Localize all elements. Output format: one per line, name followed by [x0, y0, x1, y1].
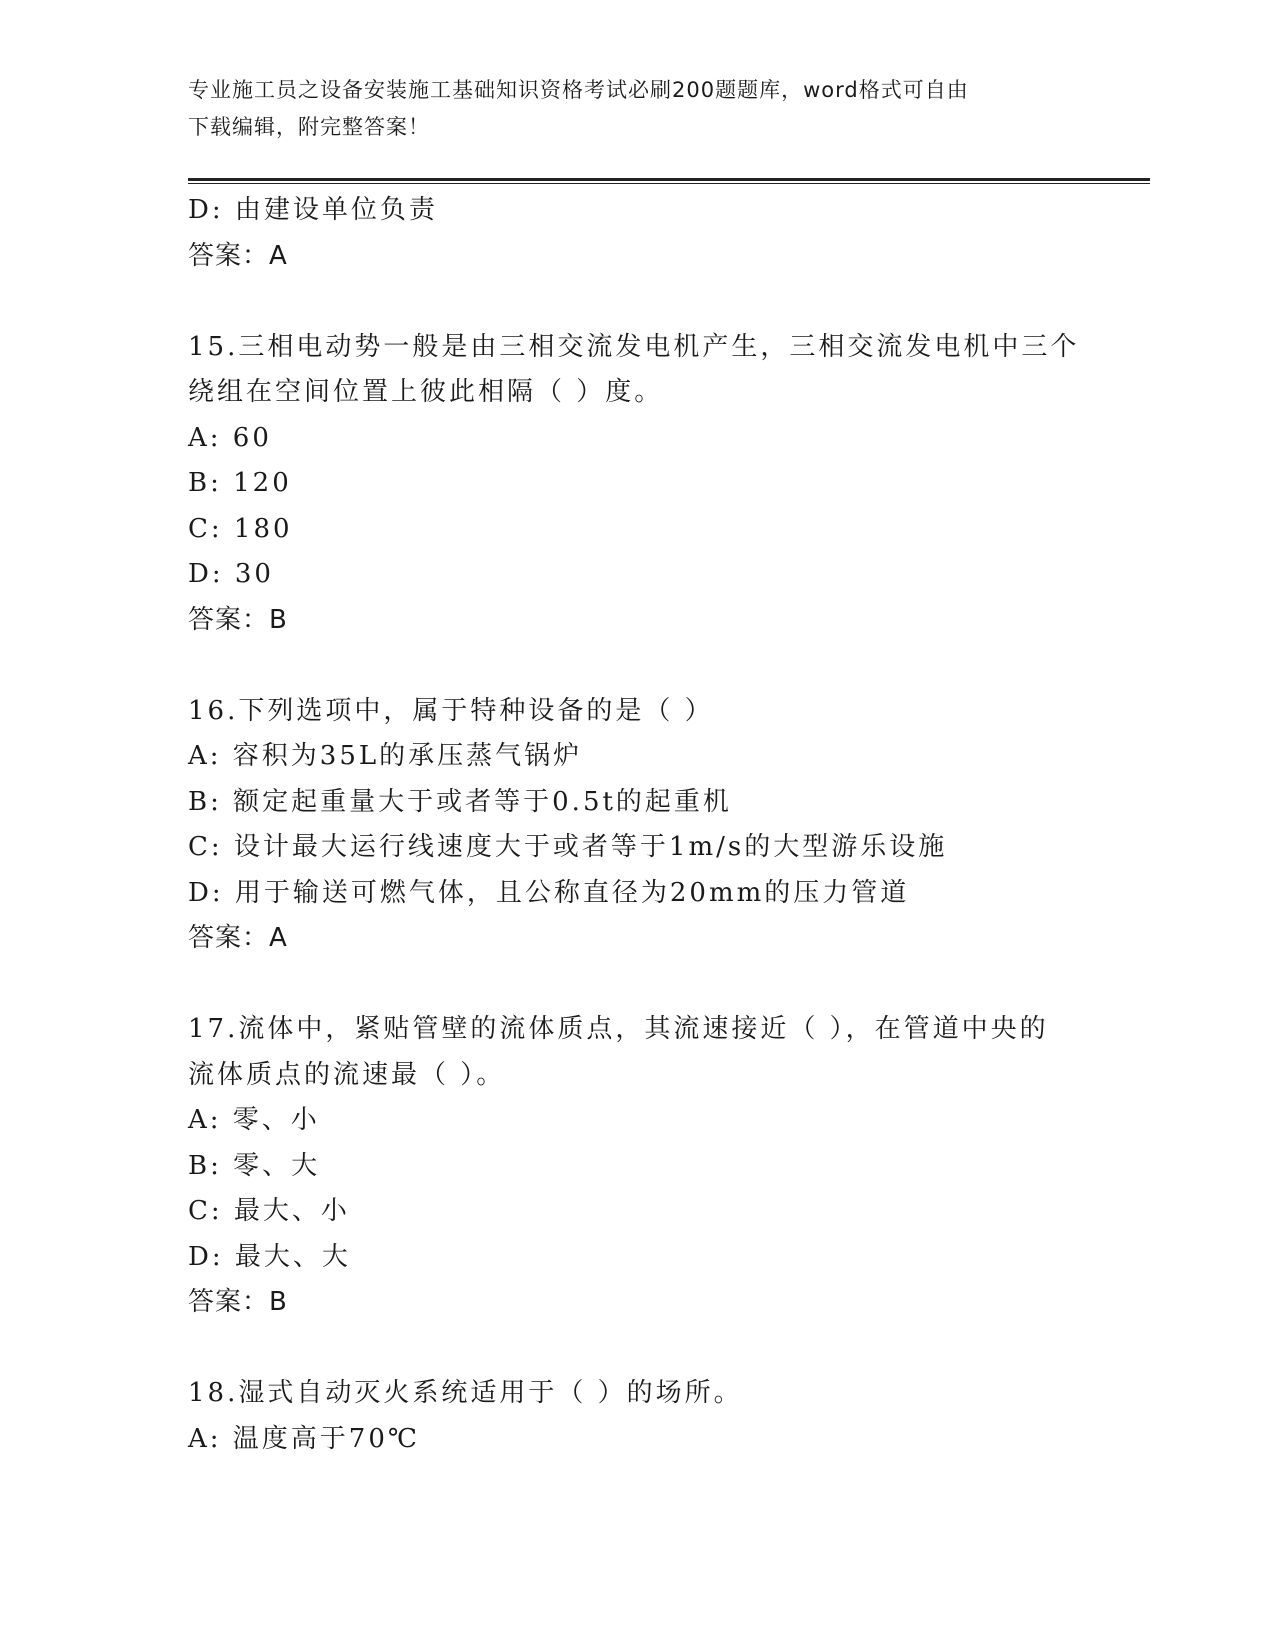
question-17: [188, 1007, 1088, 1326]
option-d: D: 30: [188, 559, 274, 589]
question-15: [188, 325, 1088, 644]
spacer: [188, 643, 1088, 689]
option-c: C: 设计最大运行线速度大于或者等于1m/s的大型游乐设施: [188, 832, 948, 862]
header-line-2: 下载编辑，附完整答案！: [188, 115, 430, 139]
question-18: [188, 1371, 1088, 1462]
spacer: [188, 279, 1088, 325]
question-stem-line: 18.湿式自动灭火系统适用于（ ）的场所。: [188, 1378, 743, 1408]
answer: 答案：B: [188, 604, 288, 635]
question-list: [188, 188, 1088, 1462]
question-stem-line: 绕组在空间位置上彼此相隔（ ）度。: [188, 377, 664, 407]
option-b: B: 额定起重量大于或者等于0.5t的起重机: [188, 786, 732, 817]
prev-answer: 答案：A: [188, 240, 288, 271]
question-stem-line: 17.流体中，紧贴管壁的流体质点，其流速接近（ ），在管道中央的: [188, 1014, 1049, 1044]
option-d: D: 用于输送可燃气体，且公称直径为20mm的压力管道: [188, 877, 910, 908]
question-stem-line: 16.下列选项中，属于特种设备的是（ ）: [188, 695, 714, 726]
answer: 答案：B: [188, 1287, 288, 1317]
answer: 答案：A: [188, 923, 288, 953]
header-rule-thick: [188, 178, 1150, 181]
spacer: [188, 962, 1088, 1008]
prev-option-d: D: 由建设单位负责: [188, 195, 438, 225]
question-stem-line: 15.三相电动势一般是由三相交流发电机产生，三相交流发电机中三个: [188, 331, 1080, 362]
document-header: [188, 72, 1088, 146]
header-rule-thin: [188, 183, 1150, 184]
header-line-1: 专业施工员之设备安装施工基础知识资格考试必刷200题题库，word格式可自由: [188, 78, 969, 102]
question-16: [188, 689, 1088, 962]
option-a: A: 60: [188, 422, 272, 453]
option-b: B: 零、大: [188, 1150, 321, 1181]
option-a: A: 容积为35L的承压蒸气锅炉: [188, 741, 583, 771]
spacer: [188, 1326, 1088, 1372]
option-d: D: 最大、大: [188, 1241, 351, 1272]
option-a: A: 温度高于70℃: [188, 1423, 420, 1454]
option-a: A: 零、小: [188, 1105, 320, 1135]
option-c: C: 最大、小: [188, 1196, 350, 1226]
option-b: B: 120: [188, 468, 292, 498]
option-c: C: 180: [188, 513, 293, 544]
question-stem-line: 流体质点的流速最（ ）。: [188, 1059, 506, 1090]
